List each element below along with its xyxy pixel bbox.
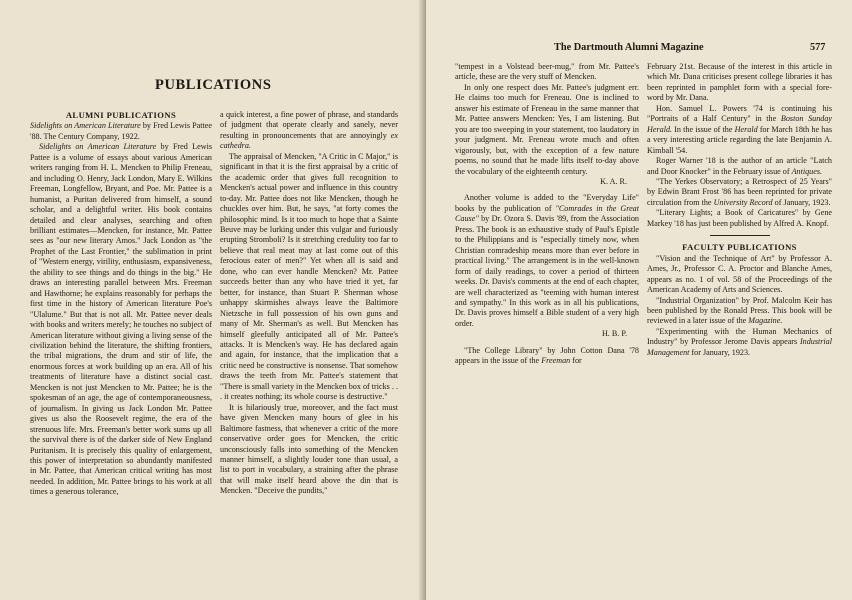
left-column-1 xyxy=(30,110,212,592)
notice-text: for xyxy=(572,356,582,366)
book-title: "Comrades in the Great Cause" xyxy=(455,203,639,224)
review-paragraph xyxy=(455,193,639,329)
notice-paragraph xyxy=(455,346,639,367)
entry-citation-title: Sidelights on American Literature xyxy=(30,121,141,131)
notice-text: "Experimenting with the Human Mechanics of Industry" by Professor Jerome Davis appears xyxy=(647,326,832,347)
review-text: Another volume is added to the "Everyday Life" books by the publication of xyxy=(455,193,639,213)
reviewer-initials: H. B. P. xyxy=(601,329,627,339)
notice-paragraph xyxy=(647,296,832,327)
entry-citation xyxy=(30,121,212,142)
notice-text: "Industrial Organization" by Prof. Malcolm Keir has been published by the Ronald Press. This book will be reviewed in a later issue of the xyxy=(647,295,832,326)
notice-paragraph xyxy=(647,156,832,177)
notice-text: "The College Library" by John Cotton Dana '78 appears in the issue of the xyxy=(455,345,639,366)
notice-paragraph: "Vision and the Technique of Art" by Professor A. Ames, Jr., Professor C. A. Proctor and Blanche Ames, appears as no. 1 of vol. 58 of the Proceedings of the American Academy of Arts and Sciences. xyxy=(647,253,832,295)
review-italic-phrase: ex cathedra. xyxy=(220,130,398,151)
reviewer-initials: K. A. R. xyxy=(600,176,627,186)
review-text: by Dr. Ozora S. Davis '89, from the Association Press. The book is an exhaustive study of Paul's Epistle to the Philippians and is "especially timely now, when Christian comradeship means more than ever before in practical living." The arrangement is in the well-known form of daily readings, to cover a period of thirteen weeks. Dr. Davis's comments at the end of each chapter, are well characterized as "teeming with human interest and sympathy." In this work as in all his publications, Dr. Davis proves himself a Bible student of a very high order. xyxy=(455,214,639,328)
running-title: The Dartmouth Alumni Magazine xyxy=(554,42,704,53)
section-divider xyxy=(710,235,770,236)
periodical-title: Antiques. xyxy=(791,166,823,176)
periodical-title: University Record xyxy=(713,197,773,207)
periodical-title: Freeman xyxy=(541,356,571,366)
notice-paragraph xyxy=(647,327,832,358)
review-paragraph: "tempest in a Volstead beer-mug," from Mr. Pattee's article, these are the very stuff of Mencken. xyxy=(455,62,639,82)
page-title: PUBLICATIONS xyxy=(155,77,272,93)
notice-text: for March 18th he has a very interesting article regarding the late Benjamin A. Kimball '54. xyxy=(647,124,832,155)
review-paragraph xyxy=(30,142,212,497)
review-paragraph: In only one respect does Mr. Pattee's judgment err. He claims too much for Freneau. One is inclined to answer his estimate of Freneau in the same manner that Mr. Pattee answers Mencken: Yes, I am listening. But you are too sweeping in your statement, too laudatory in your judgment. Mr. Freneau wrote much and often vigorously, but, with the exception of a few nature poems, no sound that he made lifts itself to-day above the vocabulary of the eighteenth century. xyxy=(455,82,639,176)
review-paragraph xyxy=(220,110,398,152)
periodical-title: Herald xyxy=(734,124,758,134)
notice-text: Roger Warner '18 is the author of an article "Latch and Door Knocker" in the February issue of xyxy=(647,156,832,176)
notice-paragraph xyxy=(647,104,832,156)
notice-text: of January, 1923. xyxy=(774,197,831,207)
review-paragraph: It is hilariously true, moreover, and the fact must have given Mencken many hours of glee in his Baltimore fastness, that whenever a critic of the more conservative order goes for Mencken, the critic unconsciously falls into something of the Mencken manner himself, a slightly louder tone than usual, a list to port in vocabulary, a straining after the phrase that will make itself heard above the din that is Mencken. "Deceive the pundits," xyxy=(220,402,398,496)
notice-paragraph: February 21st. Because of the interest in this article in which Mr. Dana criticises present college libraries it has been reprinted in pamphlet form with a special fore-word by Mr. Dana. xyxy=(647,62,832,103)
notice-text: Hon. Samuel L. Powers '74 is continuing his "Portraits of a Half Century" in the xyxy=(647,103,832,124)
review-text: by Fred Lewis Pattee is a volume of essays about various American writers ranging from H. L. Mencken to Philip Freneau, and including O. Henry, Jack London, Mary E. Wilkins Freeman, Longfellow, Bryant, and Poe. Mr. Pattee is a humanist, a Puritan delivered from himself, a sound scholar, and a delightful writer. His book contains detailed and clear analyses, searching and often brilliant estimates—Mencken, for instance, Mr. Pattee sees as "our new literary Amos." Jack London as "the Prophet of the Last Frontier," the sublimation in print of "Western energy, virility, enthusiasm, expansiveness, the ability to see things and do things in the big." He draws an interesting parallel between Mrs. Freeman and Hawthorne; he explains reasonably for perhaps the first time in the history of American literature Poe's "Ulalume." But that is not all. Mr. Pattee never deals with books and writers merely; he touches no subject of American literature without giving a living sense of the civilization behind the literature, the shifting frontiers, the tribal migrations, the drum and stir of life, the enormous forces at work building up an era. All of his treatments of literature have a distinct social cast. Mencken is not just Mencken to Mr. Pattee; he is the spokesman of an age, the age of contemporaneousness, of journalism. In giving us Jack London Mr. Pattee gives us also the Roosevelt regime, the era of the strenuous life. Mrs. Freeman's better work sums up all the survival there is of the darker side of New England Puritanism. It is precisely this quality of enlargement, this power of interpretation so abundantly manifested in Mr. Pattee, that American critical writing has most needed. In addition, Mr. Pattee brings to his work at all times a generous tolerance, xyxy=(30,142,212,497)
right-column-2 xyxy=(647,62,832,592)
notice-text: In the issue of the xyxy=(674,124,733,134)
review-book-title: Sidelights on American Literature xyxy=(39,142,157,152)
notice-text: "The Yerkes Observatory; a Retrospect of 25 Years" by Edwin Brant Frost '86 has been reprinted for private circulation from the xyxy=(647,176,832,207)
periodical-title: Magazine. xyxy=(748,316,783,326)
right-column-1 xyxy=(455,62,639,592)
periodical-title: Industrial Management xyxy=(647,337,832,357)
review-paragraph: The appraisal of Mencken, "A Critic in C Major," is significant in that it is the first appraisal by a critic of the academic order that gives full recognition to Mencken's actual power and influence in this country to-day. Mr. Pattee does not like Mencken, though he chuckles over him. But, he says, "at forty comes the philosophic mind. Is it too much to hope that a Sainte Beuve may be lurking under this vulgar and furiously erupting Stromboli? Is it stretching credulity too far to believe that real meat may at last come out of this ferocious eater of men?" Yet when all is said and done, who can ever handle Mencken? Mr. Pattee succeeds better than any who have tried it yet, far better, for instance, than Stuart P. Sherman whose unhappy skirmishes always leave the Baltimore Nietzsche in full possession of his own guns and many of Mr. Sherman's as well. But Mencken has himself gleefully anticipated all of Mr. Pattee's attacks. It is Mencken's way. He has declared again and again, for instance, that the implication that a critic need be constructive is nonsense. That somehow draws the teeth from Mr. Pattee's statement that "There is small variety in the Mencken box of tricks . . . it creates nothing; its whole course is destructive." xyxy=(220,151,398,402)
notice-paragraph xyxy=(647,177,832,208)
periodical-title: Boston Sunday Herald. xyxy=(647,114,832,134)
review-text: a quick interest, a fine power of phrase, and standards of judgment that operate clearly and sanely, never resulting in pronouncements that are annoyingly xyxy=(220,110,398,140)
notice-paragraph: "Literary Lights; a Book of Caricatures" by Gene Markey '18 has just been published by Alfred A. Knopf. xyxy=(647,208,832,228)
entry-citation-byline: by Fred Lewis Pattee '88. The Century Company, 1922. xyxy=(30,121,212,141)
section-heading-faculty: FACULTY PUBLICATIONS xyxy=(682,242,797,253)
left-column-2 xyxy=(220,110,398,592)
section-heading-alumni: ALUMNI PUBLICATIONS xyxy=(65,110,177,120)
notice-text: for January, 1923. xyxy=(691,347,751,357)
page-number: 577 xyxy=(810,42,826,53)
